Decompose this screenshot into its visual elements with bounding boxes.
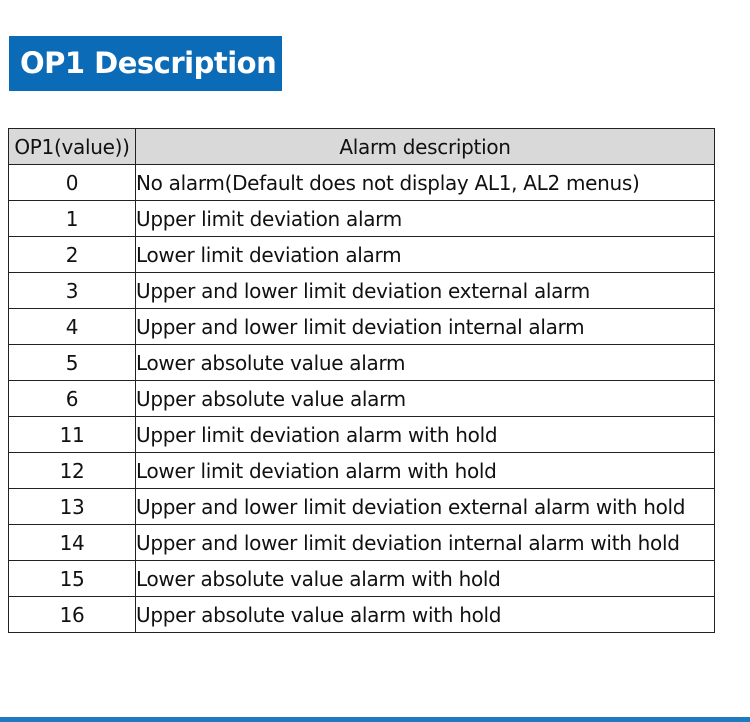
table-row [9, 381, 715, 417]
table-row [9, 525, 715, 561]
page-title: OP1 Description [9, 36, 282, 91]
table-row [9, 597, 715, 633]
op1-value-cell: 1 [9, 201, 136, 237]
alarm-description-cell: Upper and lower limit deviation internal alarm with hold [136, 525, 715, 561]
table-row [9, 309, 715, 345]
alarm-description-cell: Upper and lower limit deviation external alarm [136, 273, 715, 309]
table-row [9, 417, 715, 453]
alarm-description-cell: Upper limit deviation alarm [136, 201, 715, 237]
alarm-description-cell: Upper absolute value alarm with hold [136, 597, 715, 633]
alarm-description-cell: Lower absolute value alarm [136, 345, 715, 381]
op1-value-cell: 0 [9, 165, 136, 201]
alarm-description-cell: Upper limit deviation alarm with hold [136, 417, 715, 453]
alarm-description-cell: No alarm(Default does not display AL1, AL2 menus) [136, 165, 715, 201]
table-row [9, 345, 715, 381]
op1-value-cell: 14 [9, 525, 136, 561]
table-row [9, 273, 715, 309]
table-row [9, 489, 715, 525]
alarm-description-cell: Upper and lower limit deviation external alarm with hold [136, 489, 715, 525]
table-row [9, 165, 715, 201]
bottom-divider [0, 717, 750, 722]
op1-value-cell: 5 [9, 345, 136, 381]
alarm-description-cell: Upper absolute value alarm [136, 381, 715, 417]
column-header-description: Alarm description [136, 129, 715, 165]
op1-value-cell: 4 [9, 309, 136, 345]
op1-value-cell: 12 [9, 453, 136, 489]
table-row [9, 453, 715, 489]
column-header-value: OP1(value)) [9, 129, 136, 165]
op1-value-cell: 13 [9, 489, 136, 525]
op1-value-cell: 15 [9, 561, 136, 597]
alarm-description-cell: Lower absolute value alarm with hold [136, 561, 715, 597]
op1-value-cell: 11 [9, 417, 136, 453]
op1-value-cell: 3 [9, 273, 136, 309]
table-row [9, 561, 715, 597]
op1-value-cell: 6 [9, 381, 136, 417]
alarm-description-cell: Lower limit deviation alarm with hold [136, 453, 715, 489]
op1-value-cell: 16 [9, 597, 136, 633]
table-header-row [9, 129, 715, 165]
table-row [9, 201, 715, 237]
alarm-table [8, 128, 715, 633]
table-row [9, 237, 715, 273]
alarm-description-cell: Upper and lower limit deviation internal alarm [136, 309, 715, 345]
op1-value-cell: 2 [9, 237, 136, 273]
alarm-description-cell: Lower limit deviation alarm [136, 237, 715, 273]
table-body [9, 165, 715, 633]
